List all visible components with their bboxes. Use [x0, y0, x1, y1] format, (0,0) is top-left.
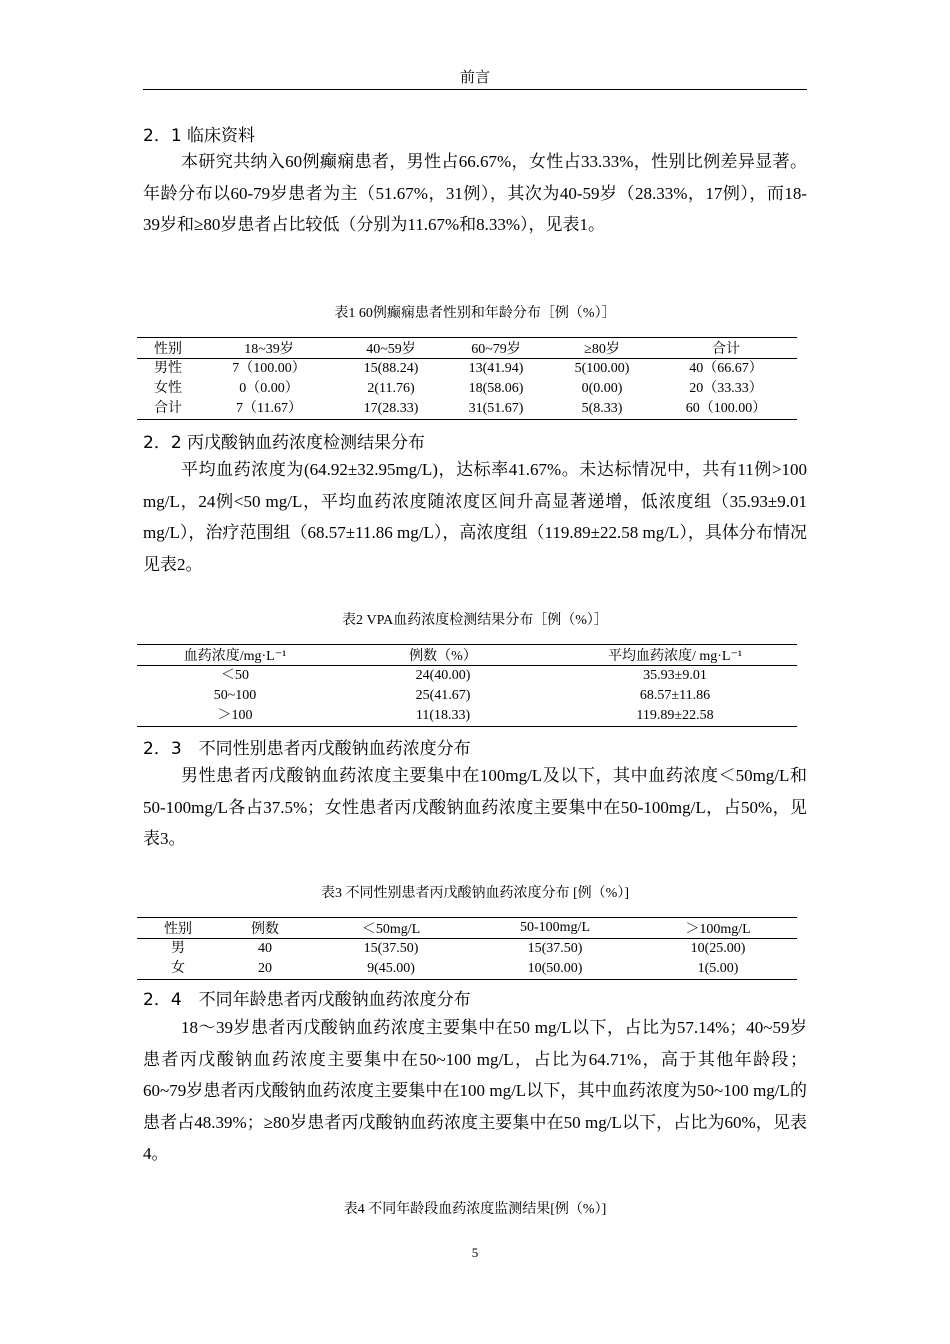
table3-header-cell: ＜50mg/L: [311, 918, 471, 939]
table-cell: 合计: [137, 399, 199, 420]
table-cell: 7（11.67）: [199, 399, 339, 420]
table-cell: ＞100: [137, 706, 333, 727]
table-row: [137, 959, 797, 980]
table-cell: 5(8.33): [549, 399, 655, 420]
table-row: [137, 399, 797, 420]
table3-header-cell: 性别: [137, 918, 219, 939]
header-rule: [143, 89, 807, 90]
table-row: [137, 706, 797, 727]
table3-header-cell: 50-100mg/L: [471, 918, 639, 939]
table-cell: 15(37.50): [363, 941, 419, 956]
table-cell: 15(37.50): [527, 941, 583, 956]
section-paragraph-2-1: 本研究共纳入60例癫痫患者，男性占66.67%，女性占33.33%，性别比例差异显著。年龄分布以60-79岁患者为主（51.67%，31例），其次为40-59岁（28.33%，17例），而18-39岁和≥80岁患者占比较低（分别为11.67%和8.33%），见表1。: [143, 152, 807, 234]
table-cell: 17(28.33): [339, 399, 443, 420]
section-heading-2-2: 2．2 丙戊酸钠血药浓度检测结果分布: [143, 433, 426, 453]
table1: [137, 337, 797, 420]
table3-header-row: [137, 918, 797, 939]
table1-caption: 表1 60例癫痫患者性别和年龄分布［例（%）］: [334, 306, 616, 321]
table1-header-cell: ≥80岁: [549, 338, 655, 359]
table-cell: 35.93±9.01: [643, 668, 707, 683]
section-paragraph-2-2: 平均血药浓度为(64.92±32.95mg/L)，达标率41.67%。未达标情况中，共有11例>100 mg/L，24例<50 mg/L，平均血药浓度随浓度区间升高显著递增，低浓度组（35.93±9.01 mg/L），治疗范围组（68.57±11.86 mg/L），高浓度组（119.89±22.58 mg/L），具体分布情况见表2。: [143, 460, 807, 574]
table-cell: 20: [219, 959, 311, 980]
table-cell: 10(25.00): [690, 941, 746, 956]
section-heading-2-1: 2．1 临床资料: [143, 126, 256, 146]
table1-header-cell: 18~39岁: [199, 338, 339, 359]
table-row: [137, 379, 797, 399]
table-cell: 119.89±22.58: [553, 706, 797, 727]
table-cell: 0（0.00）: [239, 381, 299, 396]
table1-header-cell: 60~79岁: [443, 338, 549, 359]
table-cell: 女: [137, 959, 219, 980]
table-cell: 女性: [154, 381, 182, 396]
table3-header-cell: 例数: [219, 918, 311, 939]
table1-header-cell: 合计: [655, 338, 797, 359]
table4-caption: 表4 不同年龄段血药浓度监测结果[例（%）]: [343, 1202, 607, 1217]
section-heading-2-4: 2．4 不同年龄患者丙戊酸钠血药浓度分布: [143, 990, 471, 1010]
table-cell: ＜50: [221, 668, 249, 683]
table-cell: 7（100.00）: [232, 361, 306, 376]
section-heading-2-3: 2．3 不同性别患者丙戊酸钠血药浓度分布: [143, 739, 471, 759]
table3: [137, 917, 797, 980]
table-row: [137, 359, 797, 380]
table-cell: 20（33.33）: [689, 381, 763, 396]
table1-header-cell: 性别: [137, 338, 199, 359]
running-header: 前言: [459, 70, 490, 86]
table-cell: 2(11.76): [367, 381, 415, 396]
table-cell: 0(0.00): [581, 381, 623, 396]
table2: [137, 644, 797, 727]
table1-header-cell: 40~59岁: [339, 338, 443, 359]
table-cell: 50~100: [213, 688, 257, 703]
table2-header-cell: 血药浓度/mg·L⁻¹: [137, 645, 333, 666]
table-cell: 男: [171, 941, 185, 956]
table2-header-cell: 平均血药浓度/ mg·L⁻¹: [553, 645, 797, 666]
table-cell: 1(5.00): [639, 959, 797, 980]
table2-header-cell: 例数（%）: [333, 645, 553, 666]
table-cell: 10(50.00): [471, 959, 639, 980]
table-row: [137, 666, 797, 687]
table3-caption: 表3 不同性别患者丙戊酸钠血药浓度分布 [例（%）]: [321, 886, 629, 901]
table3-header-cell: ＞100mg/L: [639, 918, 797, 939]
section-paragraph-2-3: 男性患者丙戊酸钠血药浓度主要集中在100mg/L及以下，其中血药浓度＜50mg/L和50-100mg/L各占37.5%；女性患者丙戊酸钠血药浓度主要集中在50-100mg/L，占50%，见表3。: [143, 766, 807, 848]
table-row: [137, 939, 797, 960]
table-cell: 24(40.00): [415, 668, 471, 683]
table-cell: 11(18.33): [333, 706, 553, 727]
table-cell: 31(51.67): [443, 399, 549, 420]
table2-header-row: [137, 645, 797, 666]
section-paragraph-2-4: 18～39岁患者丙戊酸钠血药浓度主要集中在50 mg/L以下，占比为57.14%；40~59岁患者丙戊酸钠血药浓度主要集中在50~100 mg/L，占比为64.71%，高于其他年龄段；60~79岁患者丙戊酸钠血药浓度主要集中在100 mg/L以下，其中血药浓度为50~100 mg/L的患者占48.39%；≥80岁患者丙戊酸钠血药浓度主要集中在50 mg/L以下，占比为60%，见表4。: [143, 1018, 807, 1163]
table-cell: 40: [258, 941, 272, 956]
table2-caption: 表2 VPA血药浓度检测结果分布［例（%）］: [342, 613, 608, 628]
table-cell: 25(41.67): [415, 688, 471, 703]
table-cell: 68.57±11.86: [639, 688, 711, 703]
table-cell: 9(45.00): [311, 959, 471, 980]
table-cell: 5(100.00): [574, 361, 630, 376]
table-cell: 男性: [154, 361, 182, 376]
table1-header-row: [137, 338, 797, 359]
table-cell: 13(41.94): [468, 361, 524, 376]
table-row: [137, 686, 797, 706]
table-cell: 18(58.06): [468, 381, 524, 396]
table-cell: 40（66.67）: [689, 361, 763, 376]
page-number: 5: [471, 1245, 479, 1260]
table-cell: 15(88.24): [363, 361, 419, 376]
table-cell: 60（100.00）: [655, 399, 797, 420]
